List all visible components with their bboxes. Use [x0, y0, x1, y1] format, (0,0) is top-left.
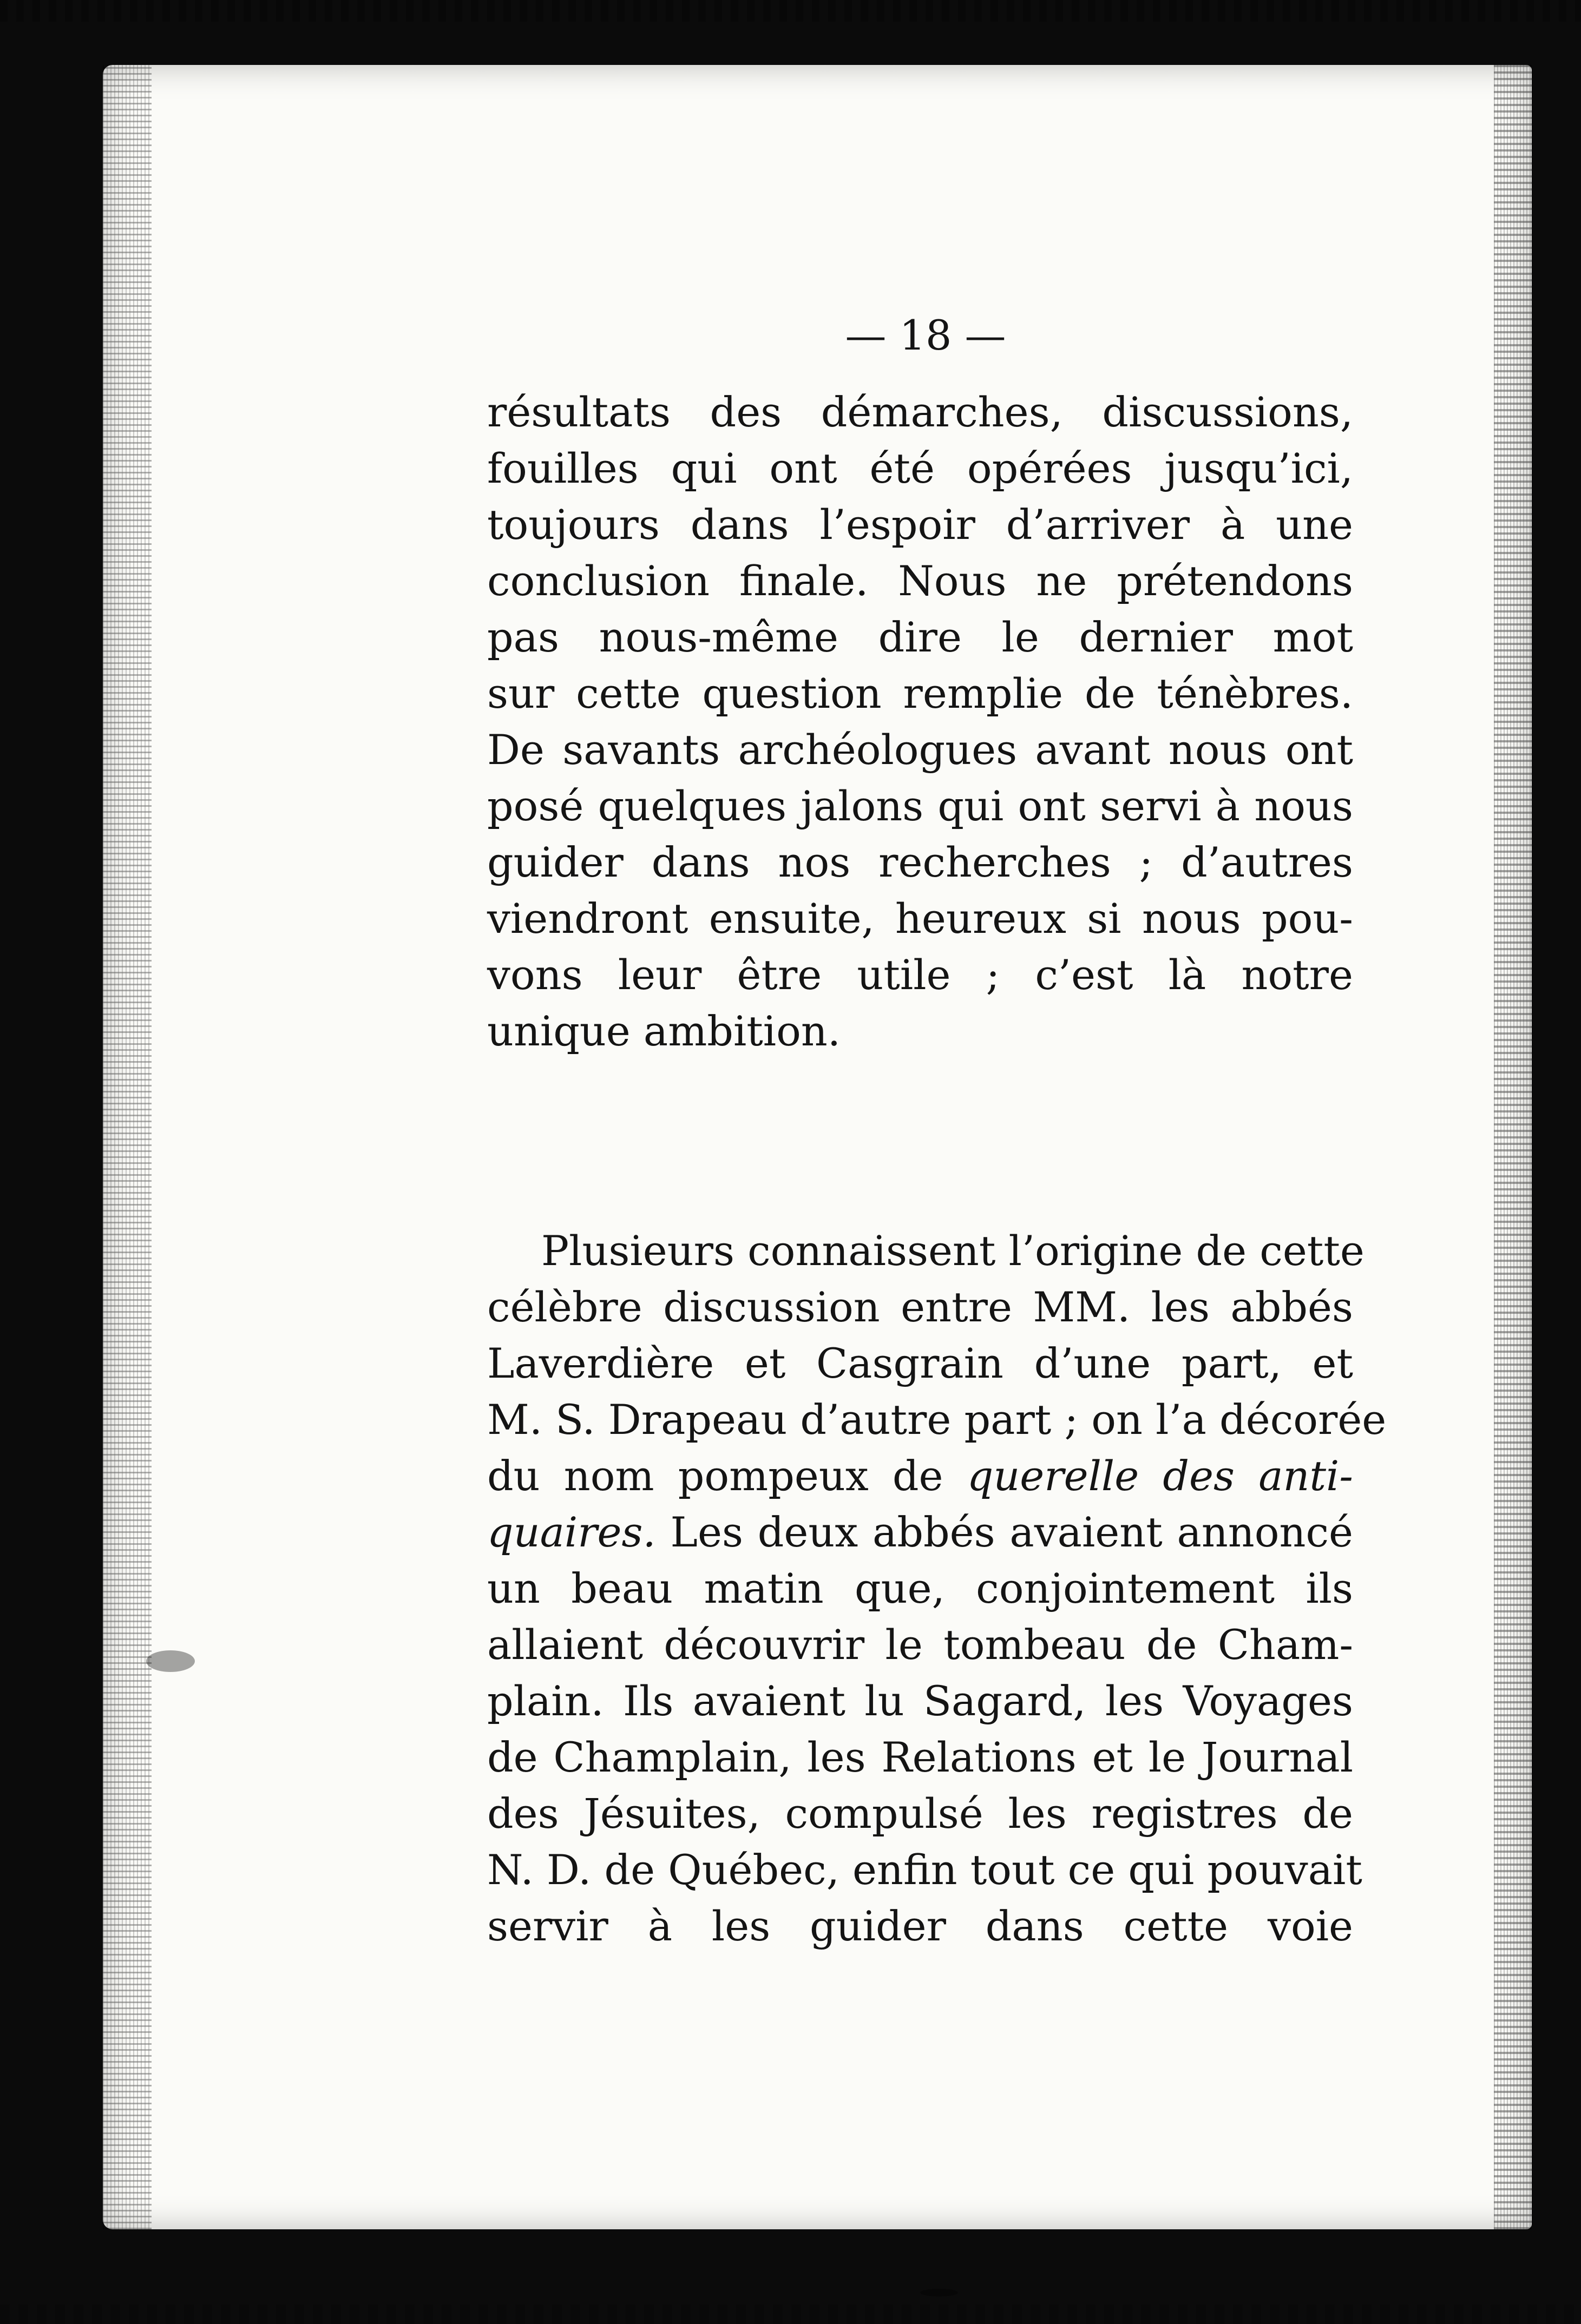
ink-smudge: [920, 2289, 958, 2296]
text-line: unique ambition.: [487, 1007, 841, 1055]
text-line: un beau matin que, conjointement ils: [487, 1564, 1353, 1612]
italic-phrase: querelle des anti-: [967, 1452, 1353, 1500]
text-line-with-italic: [487, 1504, 1353, 1561]
paragraph-1: [487, 384, 1353, 1059]
text-line: Plusieurs connaissent l’origine de cette: [541, 1227, 1364, 1275]
text-line: guider dans nos recherches ; d’autres: [487, 838, 1353, 886]
text-line-with-italic: [487, 1448, 1353, 1504]
text-line: De savants archéologues avant nous ont: [487, 726, 1353, 774]
page-number: — 18 —: [845, 311, 1006, 359]
paragraph-2: [487, 1223, 1387, 1954]
text-line: de Champlain, les Relations et le Journal: [487, 1733, 1353, 1781]
italic-phrase: quaires.: [487, 1508, 656, 1556]
text-line: allaient découvrir le tombeau de Cham-: [487, 1621, 1353, 1669]
text-line: plain. Ils avaient lu Sagard, les Voyages: [487, 1677, 1353, 1725]
ink-smudge: [146, 1650, 195, 1672]
text-line: toujours dans l’espoir d’arriver à une: [487, 501, 1353, 549]
page-gutter-left: [103, 65, 152, 2229]
scan-edge-top: [0, 0, 1581, 22]
text-line: célèbre discussion entre MM. les abbés: [487, 1283, 1353, 1331]
text-line: des Jésuites, compulsé les registres de: [487, 1789, 1353, 1838]
text-line: servir à les guider dans cette voie: [487, 1902, 1353, 1950]
text-line: posé quelques jalons qui ont servi à nous: [487, 782, 1353, 830]
text-line: conclusion finale. Nous ne prétendons: [487, 557, 1353, 605]
text-line: M. S. Drapeau d’autre part ; on l’a décorée: [487, 1395, 1387, 1444]
text-line: viendront ensuite, heureux si nous pou-: [487, 894, 1353, 943]
text-line: sur cette question remplie de ténèbres.: [487, 669, 1353, 717]
scan-edge-bottom: [0, 2305, 1581, 2324]
page-edge-right: [1494, 65, 1532, 2229]
text-line: N. D. de Québec, enfin tout ce qui pouvait: [487, 1846, 1362, 1894]
text-segment: Les deux abbés avaient annoncé: [655, 1508, 1353, 1556]
text-line: vons leur être utile ; c’est là notre: [487, 951, 1353, 999]
text-segment: du nom pompeux de: [487, 1452, 967, 1500]
text-line: pas nous-même dire le dernier mot: [487, 613, 1353, 661]
text-line: résultats des démarches, discussions,: [487, 388, 1353, 436]
text-line: fouilles qui ont été opérées jusqu’ici,: [487, 444, 1353, 492]
text-line: Laverdière et Casgrain d’une part, et: [487, 1339, 1353, 1387]
